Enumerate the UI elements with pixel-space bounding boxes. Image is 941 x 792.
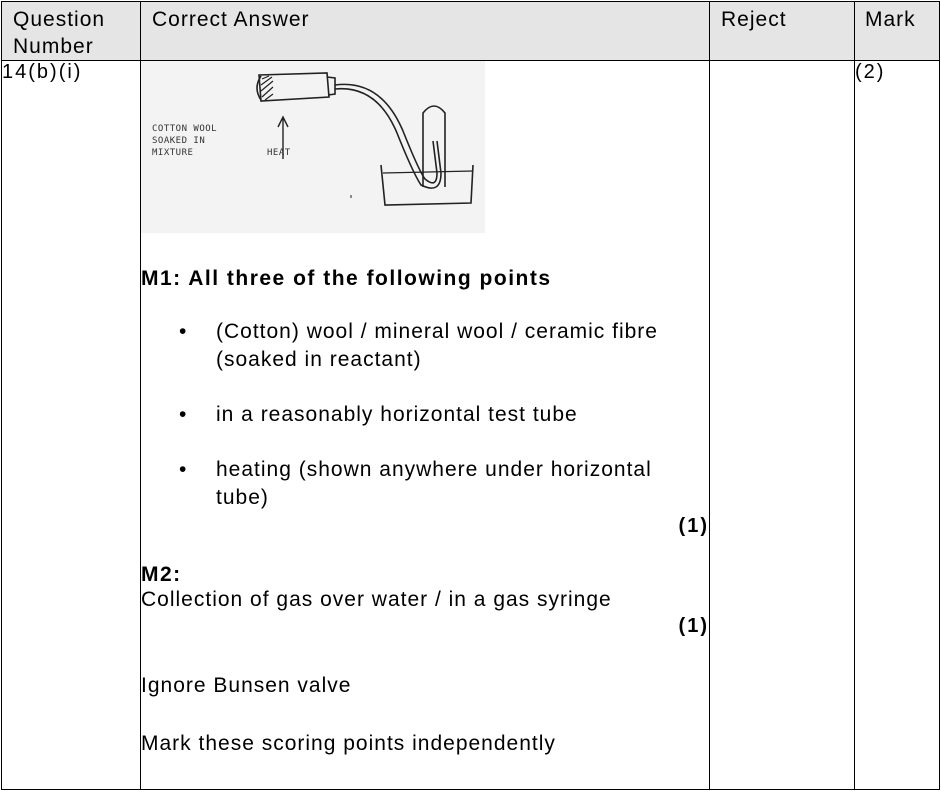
header-question-number: Question Number <box>2 2 141 61</box>
apparatus-diagram <box>141 61 485 233</box>
m1-point: • heating (shown anywhere under horizontal tube) <box>141 456 709 512</box>
reject-cell <box>710 61 855 790</box>
delivery-tube-shape <box>335 84 437 182</box>
m2-mark: (1) <box>678 615 709 637</box>
note-ignore-bunsen: Ignore Bunsen valve <box>141 674 352 697</box>
m1-point: • (Cotton) wool / mineral wool / ceramic fibre (soaked in reactant) <box>141 318 709 374</box>
m1-title: M1: All three of the following points <box>141 267 552 290</box>
question-number-cell: 14(b)(i) <box>2 61 141 790</box>
note-independent: Mark these scoring points independently <box>141 732 556 755</box>
diagram-label-line3: MIXTURE <box>152 148 194 158</box>
answer-row <box>2 61 940 790</box>
diagram-label-heat: HEAT <box>267 148 291 158</box>
header-mark: Mark <box>855 2 940 61</box>
m1-point: • in a reasonably horizontal test tube <box>141 401 709 429</box>
m2-title: M2: <box>141 563 182 586</box>
correct-answer-cell <box>141 61 710 790</box>
water-line <box>383 171 473 173</box>
total-mark-cell: (2) <box>855 61 940 790</box>
m1-mark: (1) <box>678 515 709 537</box>
diagram-label-line1: COTTON WOOL <box>152 124 218 134</box>
diagram-label-line2: SOAKED IN <box>152 136 206 146</box>
header-correct-answer: Correct Answer <box>141 2 710 61</box>
m1-points-list <box>141 318 709 512</box>
mark-scheme-table <box>1 1 940 790</box>
header-reject: Reject <box>710 2 855 61</box>
diagram-label-cotton <box>152 123 217 159</box>
header-row <box>2 2 940 61</box>
m2-text: Collection of gas over water / in a gas syringe <box>141 588 612 611</box>
